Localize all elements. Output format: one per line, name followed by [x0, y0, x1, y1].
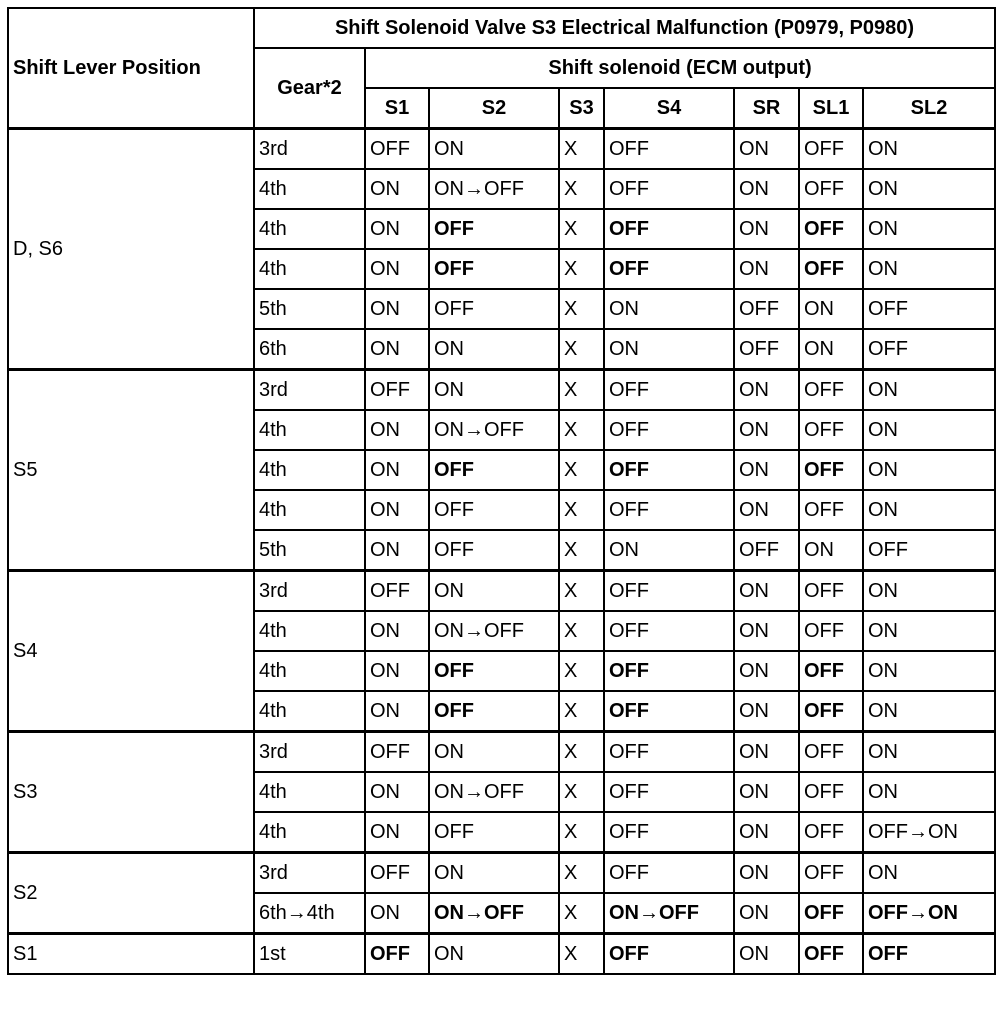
- solenoid-cell-sl2: ON: [863, 129, 995, 170]
- solenoid-header-s1: S1: [365, 88, 429, 129]
- solenoid-cell-s4: OFF: [604, 853, 734, 894]
- solenoid-cell-sl1: OFF: [799, 571, 863, 612]
- solenoid-cell-sr: ON: [734, 934, 799, 975]
- gear-cell: 4th: [254, 611, 365, 651]
- solenoid-cell-s1: ON: [365, 249, 429, 289]
- solenoid-cell-sl2: ON: [863, 651, 995, 691]
- solenoid-cell-sl1: OFF: [799, 450, 863, 490]
- solenoid-cell-sr: ON: [734, 169, 799, 209]
- solenoid-cell-sl2: ON: [863, 732, 995, 773]
- solenoid-cell-s2: ON→OFF: [429, 169, 559, 209]
- solenoid-cell-s3: X: [559, 169, 604, 209]
- solenoid-cell-sl1: OFF: [799, 934, 863, 975]
- solenoid-cell-sr: ON: [734, 772, 799, 812]
- solenoid-table: [7, 7, 996, 975]
- solenoid-cell-s2: OFF: [429, 289, 559, 329]
- solenoid-cell-sl2: OFF: [863, 934, 995, 975]
- solenoid-cell-sl1: OFF: [799, 490, 863, 530]
- solenoid-cell-s2: OFF: [429, 530, 559, 571]
- gear-cell: 4th: [254, 249, 365, 289]
- solenoid-cell-s1: OFF: [365, 934, 429, 975]
- solenoid-cell-s3: X: [559, 329, 604, 370]
- solenoid-cell-sl2: ON: [863, 209, 995, 249]
- solenoid-table-container: [7, 7, 996, 975]
- solenoid-cell-s2: ON: [429, 732, 559, 773]
- solenoid-cell-s4: OFF: [604, 732, 734, 773]
- solenoid-header-sl1: SL1: [799, 88, 863, 129]
- solenoid-cell-s2: ON: [429, 934, 559, 975]
- solenoid-cell-s4: OFF: [604, 209, 734, 249]
- solenoid-cell-sl2: OFF→ON: [863, 812, 995, 853]
- solenoid-cell-sl1: OFF: [799, 169, 863, 209]
- gear-cell: 3rd: [254, 129, 365, 170]
- solenoid-cell-s3: X: [559, 691, 604, 732]
- solenoid-cell-s1: ON: [365, 329, 429, 370]
- solenoid-cell-s3: X: [559, 651, 604, 691]
- solenoid-cell-sl1: OFF: [799, 249, 863, 289]
- gear-cell: 3rd: [254, 732, 365, 773]
- shift-lever-position-header: Shift Lever Position: [8, 8, 254, 129]
- solenoid-cell-s1: ON: [365, 611, 429, 651]
- solenoid-cell-s3: X: [559, 490, 604, 530]
- solenoid-cell-sl1: OFF: [799, 893, 863, 934]
- solenoid-cell-sr: ON: [734, 812, 799, 853]
- shift-lever-position-cell: S3: [8, 732, 254, 853]
- table-row: [8, 370, 995, 411]
- table-row: [8, 732, 995, 773]
- solenoid-cell-s3: X: [559, 209, 604, 249]
- gear-header: Gear*2: [254, 48, 365, 129]
- solenoid-cell-sr: ON: [734, 370, 799, 411]
- table-row: [8, 129, 995, 170]
- solenoid-cell-s3: X: [559, 772, 604, 812]
- gear-cell: 4th: [254, 169, 365, 209]
- solenoid-cell-sl2: ON: [863, 490, 995, 530]
- solenoid-cell-s4: OFF: [604, 651, 734, 691]
- solenoid-cell-s3: X: [559, 530, 604, 571]
- solenoid-cell-s3: X: [559, 571, 604, 612]
- solenoid-cell-s2: ON→OFF: [429, 772, 559, 812]
- solenoid-cell-s2: OFF: [429, 651, 559, 691]
- solenoid-cell-s3: X: [559, 410, 604, 450]
- solenoid-cell-sr: OFF: [734, 289, 799, 329]
- solenoid-cell-s2: OFF: [429, 691, 559, 732]
- solenoid-cell-sl2: ON: [863, 410, 995, 450]
- solenoid-cell-s2: ON→OFF: [429, 611, 559, 651]
- solenoid-cell-s2: ON→OFF: [429, 893, 559, 934]
- solenoid-cell-s1: ON: [365, 893, 429, 934]
- solenoid-cell-sr: OFF: [734, 329, 799, 370]
- solenoid-cell-s1: ON: [365, 209, 429, 249]
- solenoid-cell-sl2: ON: [863, 691, 995, 732]
- solenoid-cell-s4: OFF: [604, 410, 734, 450]
- gear-cell: 4th: [254, 651, 365, 691]
- solenoid-cell-s3: X: [559, 289, 604, 329]
- solenoid-cell-s4: OFF: [604, 772, 734, 812]
- solenoid-cell-sl2: ON: [863, 611, 995, 651]
- solenoid-header-sr: SR: [734, 88, 799, 129]
- gear-cell: 4th: [254, 450, 365, 490]
- solenoid-cell-sl1: ON: [799, 329, 863, 370]
- solenoid-cell-s2: OFF: [429, 249, 559, 289]
- solenoid-cell-s4: OFF: [604, 370, 734, 411]
- solenoid-cell-s1: ON: [365, 289, 429, 329]
- shift-solenoid-header: Shift solenoid (ECM output): [365, 48, 995, 88]
- solenoid-cell-sr: ON: [734, 450, 799, 490]
- solenoid-cell-s3: X: [559, 934, 604, 975]
- solenoid-cell-s2: OFF: [429, 812, 559, 853]
- gear-cell: 4th: [254, 490, 365, 530]
- solenoid-cell-sl1: OFF: [799, 691, 863, 732]
- solenoid-cell-sl2: ON: [863, 249, 995, 289]
- solenoid-cell-s4: OFF: [604, 129, 734, 170]
- solenoid-cell-sr: ON: [734, 249, 799, 289]
- solenoid-cell-sr: ON: [734, 129, 799, 170]
- gear-cell: 1st: [254, 934, 365, 975]
- solenoid-cell-sl2: OFF: [863, 329, 995, 370]
- solenoid-cell-s1: OFF: [365, 129, 429, 170]
- solenoid-cell-sl2: OFF: [863, 289, 995, 329]
- solenoid-cell-sl2: ON: [863, 571, 995, 612]
- solenoid-cell-sl2: ON: [863, 169, 995, 209]
- solenoid-cell-sl1: OFF: [799, 611, 863, 651]
- solenoid-cell-s4: ON: [604, 289, 734, 329]
- gear-cell: 4th: [254, 691, 365, 732]
- solenoid-cell-s3: X: [559, 812, 604, 853]
- solenoid-cell-s1: ON: [365, 530, 429, 571]
- solenoid-cell-s4: OFF: [604, 611, 734, 651]
- solenoid-cell-s3: X: [559, 129, 604, 170]
- table-title: Shift Solenoid Valve S3 Electrical Malfunction (P0979, P0980): [254, 8, 995, 48]
- solenoid-cell-s3: X: [559, 732, 604, 773]
- table-row: [8, 853, 995, 894]
- solenoid-cell-s4: OFF: [604, 450, 734, 490]
- solenoid-cell-s4: OFF: [604, 249, 734, 289]
- solenoid-cell-s3: X: [559, 450, 604, 490]
- shift-lever-position-cell: D, S6: [8, 129, 254, 370]
- table-header: [8, 8, 995, 129]
- shift-lever-position-cell: S4: [8, 571, 254, 732]
- gear-cell: 4th: [254, 772, 365, 812]
- solenoid-cell-sr: ON: [734, 651, 799, 691]
- gear-cell: 3rd: [254, 370, 365, 411]
- solenoid-cell-s1: ON: [365, 691, 429, 732]
- solenoid-cell-s1: ON: [365, 772, 429, 812]
- solenoid-cell-sr: ON: [734, 732, 799, 773]
- gear-cell: 3rd: [254, 853, 365, 894]
- solenoid-cell-s1: ON: [365, 651, 429, 691]
- gear-cell: 4th: [254, 812, 365, 853]
- solenoid-cell-s2: OFF: [429, 450, 559, 490]
- solenoid-cell-s2: ON→OFF: [429, 410, 559, 450]
- solenoid-header-s3: S3: [559, 88, 604, 129]
- solenoid-cell-s1: ON: [365, 410, 429, 450]
- solenoid-cell-s4: OFF: [604, 934, 734, 975]
- solenoid-cell-s1: OFF: [365, 571, 429, 612]
- solenoid-cell-s1: OFF: [365, 370, 429, 411]
- shift-lever-position-cell: S2: [8, 853, 254, 934]
- solenoid-cell-s4: OFF: [604, 691, 734, 732]
- solenoid-cell-s1: ON: [365, 812, 429, 853]
- solenoid-cell-s3: X: [559, 370, 604, 411]
- solenoid-cell-s1: ON: [365, 490, 429, 530]
- solenoid-cell-sl1: OFF: [799, 209, 863, 249]
- shift-lever-position-cell: S5: [8, 370, 254, 571]
- solenoid-cell-sr: OFF: [734, 530, 799, 571]
- solenoid-cell-s2: ON: [429, 370, 559, 411]
- solenoid-cell-sr: ON: [734, 853, 799, 894]
- solenoid-cell-s1: OFF: [365, 853, 429, 894]
- solenoid-cell-s1: ON: [365, 450, 429, 490]
- gear-cell: 5th: [254, 289, 365, 329]
- solenoid-cell-s2: ON: [429, 853, 559, 894]
- solenoid-cell-s2: ON: [429, 571, 559, 612]
- solenoid-cell-sr: ON: [734, 410, 799, 450]
- solenoid-cell-s4: OFF: [604, 812, 734, 853]
- solenoid-header-s4: S4: [604, 88, 734, 129]
- solenoid-cell-s4: ON→OFF: [604, 893, 734, 934]
- solenoid-cell-s3: X: [559, 853, 604, 894]
- gear-cell: 5th: [254, 530, 365, 571]
- solenoid-cell-sl2: ON: [863, 450, 995, 490]
- table-row: [8, 934, 995, 975]
- solenoid-cell-s4: OFF: [604, 490, 734, 530]
- solenoid-cell-sr: ON: [734, 490, 799, 530]
- solenoid-cell-sl2: OFF→ON: [863, 893, 995, 934]
- solenoid-cell-sl1: OFF: [799, 651, 863, 691]
- gear-cell: 6th→4th: [254, 893, 365, 934]
- solenoid-cell-s2: ON: [429, 129, 559, 170]
- solenoid-cell-sl1: OFF: [799, 812, 863, 853]
- solenoid-header-sl2: SL2: [863, 88, 995, 129]
- solenoid-cell-sr: ON: [734, 691, 799, 732]
- solenoid-cell-s2: OFF: [429, 209, 559, 249]
- solenoid-cell-sr: ON: [734, 209, 799, 249]
- table-row: [8, 571, 995, 612]
- solenoid-cell-sl2: ON: [863, 772, 995, 812]
- solenoid-cell-sl1: OFF: [799, 129, 863, 170]
- solenoid-cell-sl1: OFF: [799, 732, 863, 773]
- solenoid-cell-sl2: ON: [863, 370, 995, 411]
- solenoid-cell-s3: X: [559, 893, 604, 934]
- solenoid-cell-sl2: ON: [863, 853, 995, 894]
- solenoid-cell-s3: X: [559, 611, 604, 651]
- solenoid-cell-sl1: OFF: [799, 772, 863, 812]
- solenoid-cell-sr: ON: [734, 611, 799, 651]
- solenoid-header-s2: S2: [429, 88, 559, 129]
- solenoid-cell-s1: ON: [365, 169, 429, 209]
- solenoid-cell-s4: ON: [604, 530, 734, 571]
- solenoid-cell-sl1: OFF: [799, 370, 863, 411]
- solenoid-cell-s3: X: [559, 249, 604, 289]
- shift-lever-position-cell: S1: [8, 934, 254, 975]
- gear-cell: 6th: [254, 329, 365, 370]
- gear-cell: 3rd: [254, 571, 365, 612]
- solenoid-cell-sl2: OFF: [863, 530, 995, 571]
- solenoid-cell-sr: ON: [734, 893, 799, 934]
- solenoid-cell-sl1: ON: [799, 530, 863, 571]
- solenoid-cell-s4: OFF: [604, 571, 734, 612]
- solenoid-cell-sl1: ON: [799, 289, 863, 329]
- solenoid-cell-s2: ON: [429, 329, 559, 370]
- solenoid-cell-s4: ON: [604, 329, 734, 370]
- solenoid-cell-sl1: OFF: [799, 410, 863, 450]
- solenoid-cell-sr: ON: [734, 571, 799, 612]
- solenoid-cell-sl1: OFF: [799, 853, 863, 894]
- gear-cell: 4th: [254, 209, 365, 249]
- table-body: [8, 129, 995, 975]
- solenoid-cell-s2: OFF: [429, 490, 559, 530]
- gear-cell: 4th: [254, 410, 365, 450]
- solenoid-cell-s4: OFF: [604, 169, 734, 209]
- solenoid-cell-s1: OFF: [365, 732, 429, 773]
